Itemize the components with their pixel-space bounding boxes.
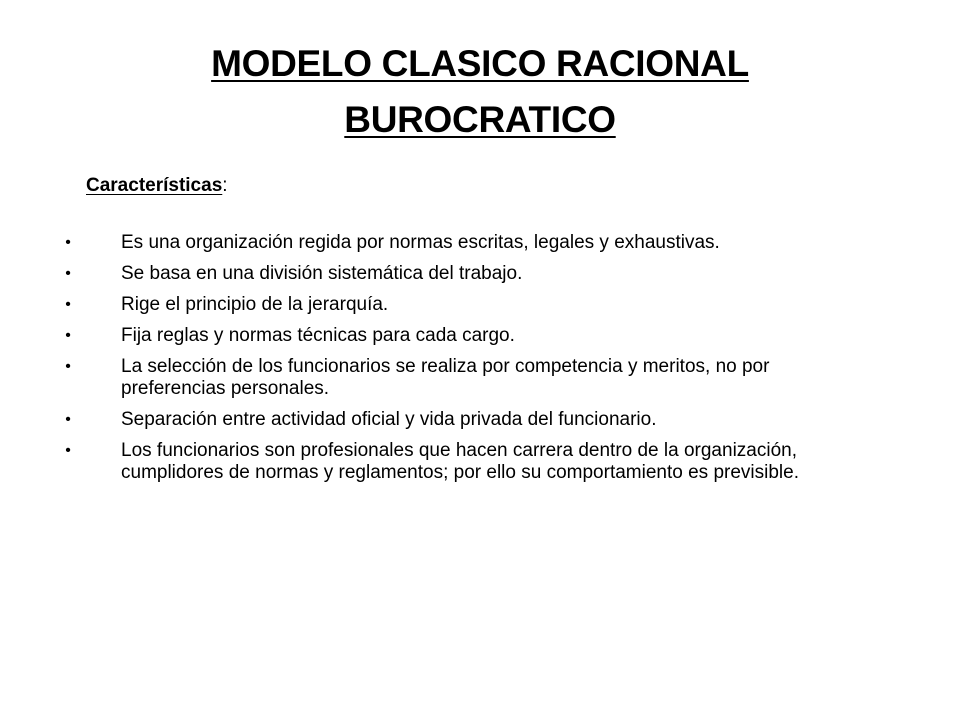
bullet-item	[60, 356, 920, 400]
bullet-text: Es una organización regida por normas escritas, legales y exhaustivas.	[121, 232, 720, 253]
bullet-icon: •	[65, 265, 71, 282]
bullet-item	[60, 232, 920, 254]
bullet-item	[60, 263, 920, 285]
bullet-text: Fija reglas y normas técnicas para cada cargo.	[121, 325, 515, 346]
bullet-item	[60, 294, 920, 316]
title-line-1: MODELO CLASICO RACIONAL	[211, 43, 749, 84]
bullet-icon: •	[65, 442, 71, 459]
bullet-icon: •	[65, 234, 71, 251]
bullet-text: Rige el principio de la jerarquía.	[121, 294, 389, 315]
slide-title	[60, 36, 900, 148]
bullet-item	[60, 325, 920, 347]
bullet-text: Separación entre actividad oficial y vida privada del funcionario.	[121, 409, 657, 430]
section-heading-colon: :	[222, 175, 228, 196]
bullet-list	[60, 232, 920, 493]
bullet-text: La selección de los funcionarios se realiza por competencia y meritos, no por preferencias personales.	[121, 356, 770, 399]
section-heading	[86, 172, 228, 200]
bullet-icon: •	[65, 411, 71, 428]
title-line-2: BUROCRATICO	[344, 99, 616, 140]
bullet-icon: •	[65, 358, 71, 375]
bullet-icon: •	[65, 296, 71, 313]
bullet-item	[60, 409, 920, 431]
bullet-text: Los funcionarios son profesionales que hacen carrera dentro de la organización, cumplidores de normas y reglamentos; por ello su comportamiento es previsible.	[121, 440, 799, 483]
section-heading-label: Características	[86, 175, 223, 196]
bullet-text: Se basa en una división sistemática del trabajo.	[121, 263, 523, 284]
bullet-item	[60, 440, 920, 484]
bullet-icon: •	[65, 327, 71, 344]
